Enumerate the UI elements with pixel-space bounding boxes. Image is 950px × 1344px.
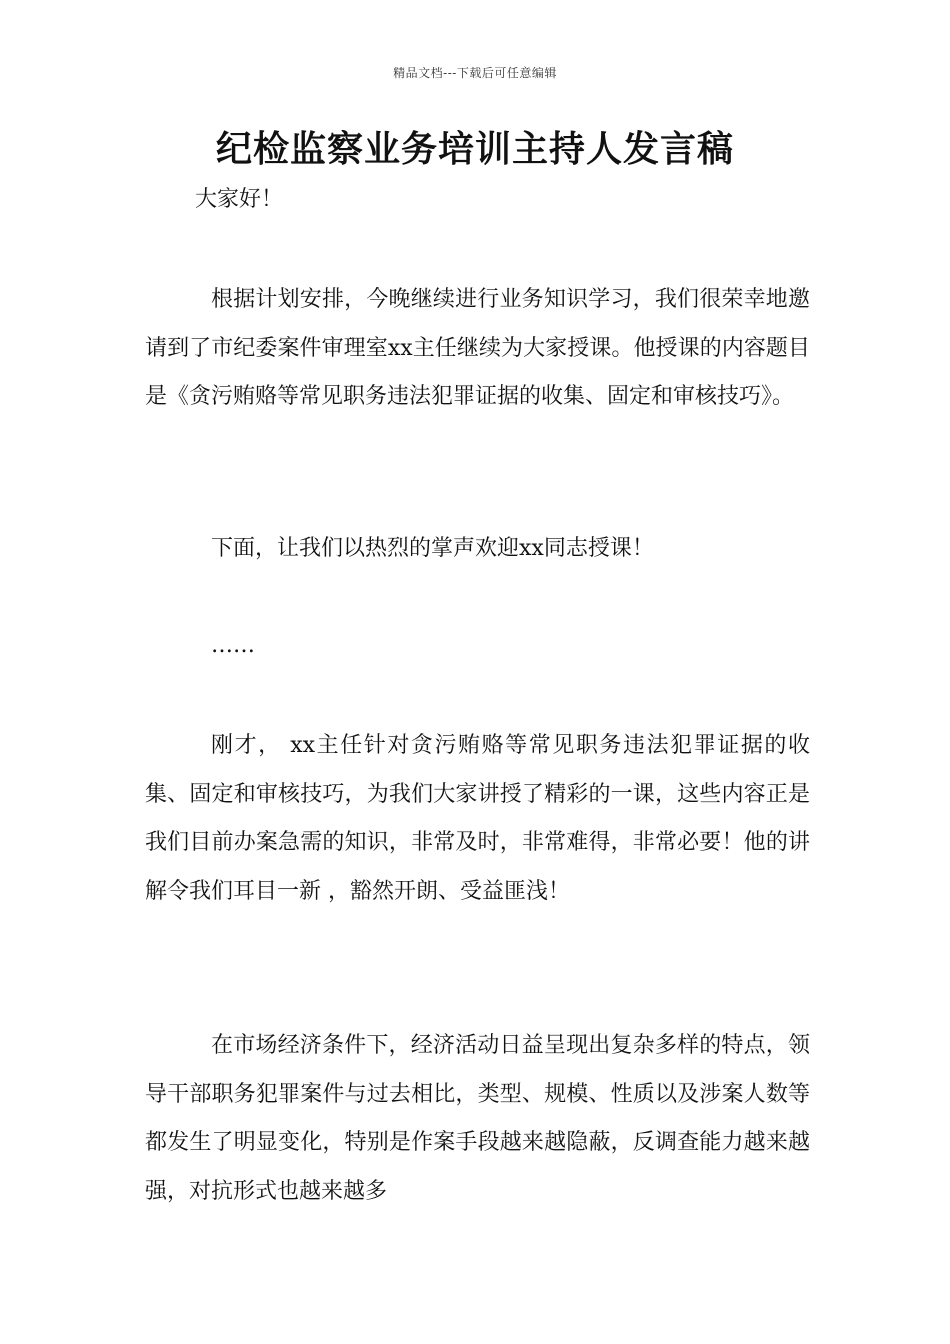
greeting-line: 大家好！ xyxy=(195,187,284,212)
paragraph-intro: 根据计划安排，今晚继续进行业务知识学习，我们很荣幸地邀请到了市纪委案件审理室xx主任继续为大家授课。他授课的内容题目是《贪污贿赂等常见职务违法犯罪证据的收集、固定和审核技巧》。 xyxy=(145,287,810,409)
paragraph-context: 在市场经济条件下，经济活动日益呈现出复杂多样的特点，领导干部职务犯罪案件与过去相比，类型、规模、性质以及涉案人数等都发生了明显变化，特别是作案手段越来越隐蔽，反调查能力越来越强，对抗形式也越来越多 xyxy=(145,1033,810,1204)
paragraph-welcome: 下面，让我们以热烈的掌声欢迎xx同志授课！ xyxy=(211,536,654,561)
paragraph-summary: 刚才， xx主任针对贪污贿赂等常见职务违法犯罪证据的收集、固定和审核技巧，为我们大家讲授了精彩的一课，这些内容正是我们目前办案急需的知识，非常及时，非常难得，非常必要！他的讲解令我们耳目一新 ，豁然开朗、受益匪浅！ xyxy=(145,733,810,904)
paragraph-ellipsis: …… xyxy=(211,633,255,658)
header-note: 精品文档---下载后可任意编辑 xyxy=(393,66,557,80)
document-title: 纪检监察业务培训主持人发言稿 xyxy=(215,129,734,170)
